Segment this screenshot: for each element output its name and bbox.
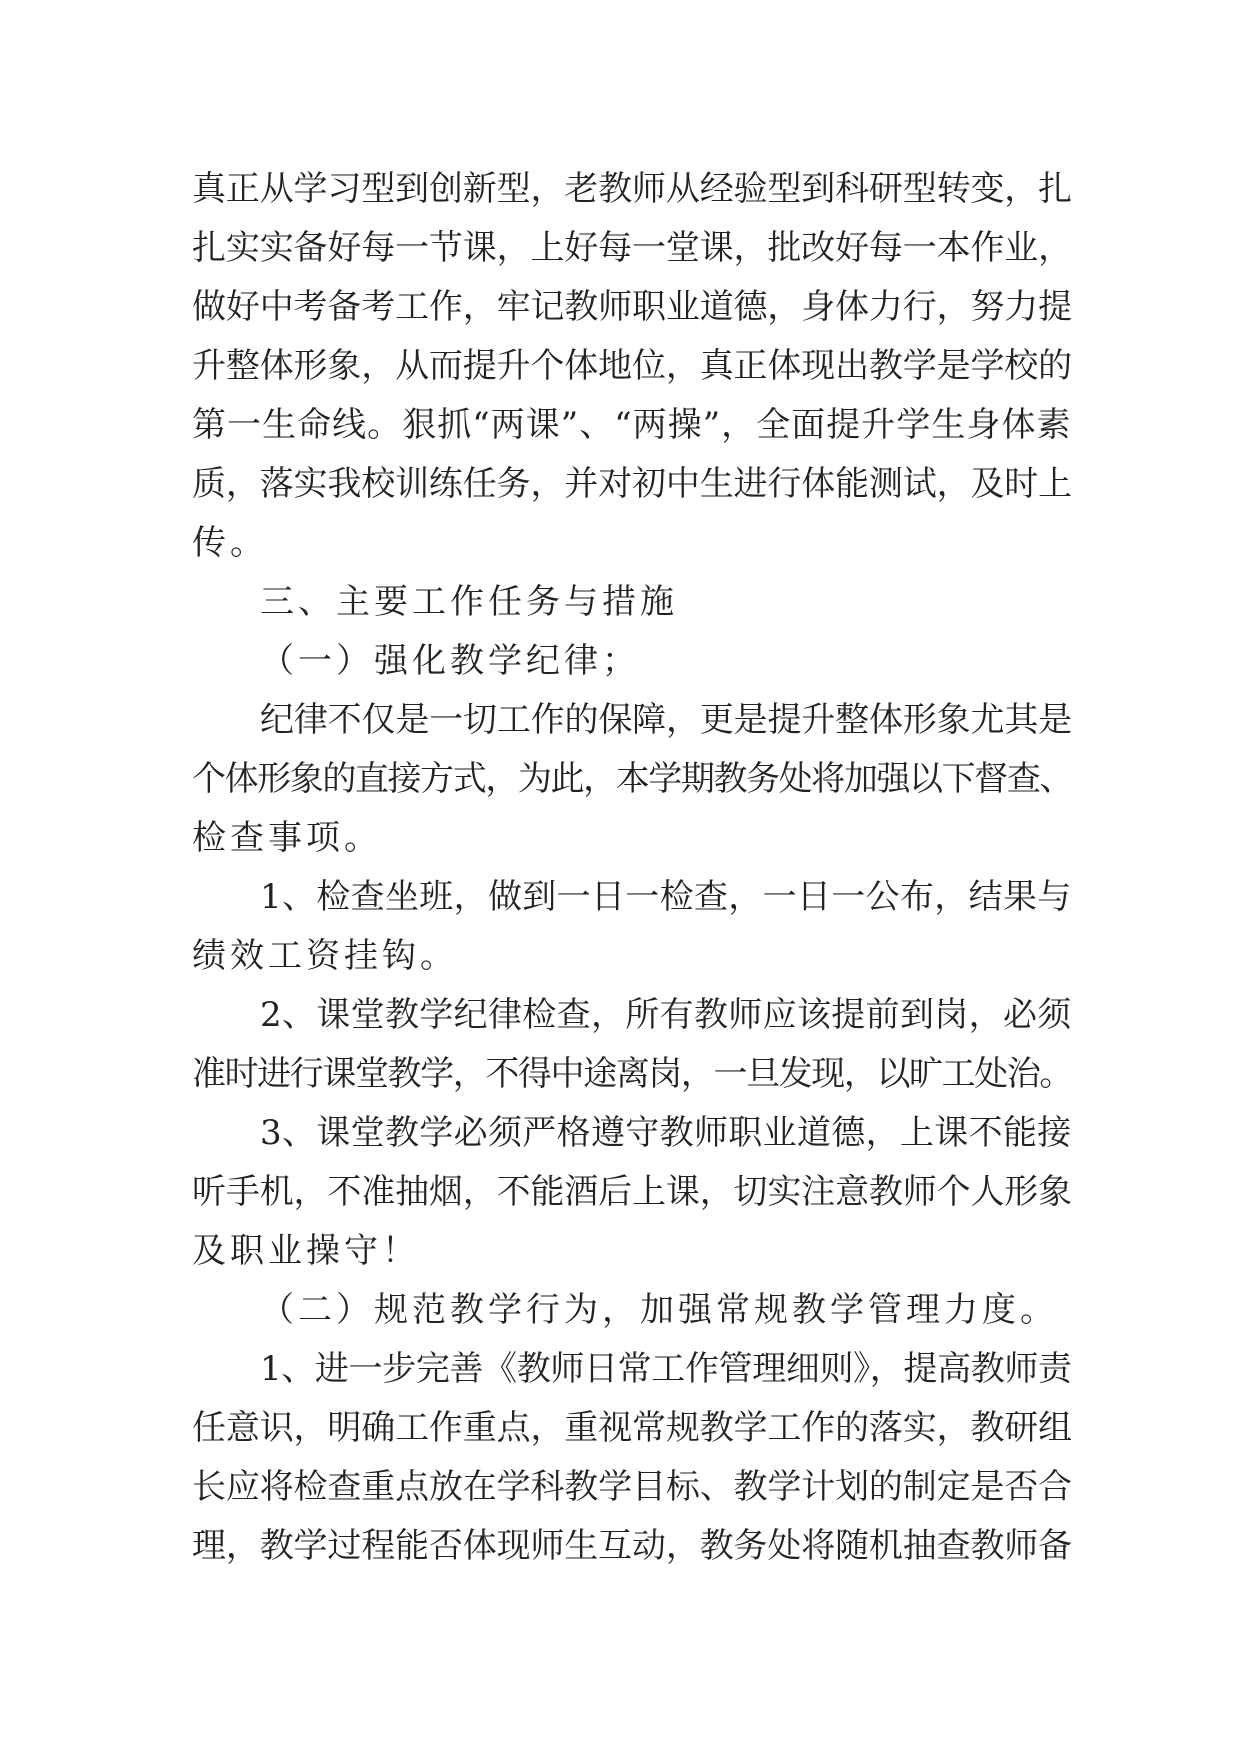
text-line: 升整体形象，从而提升个体地位，真正体现出教学是学校的 [192,346,1072,386]
text-line: 第一生命线。狠抓“两课”、“两操”，全面提升学生身体素 [192,405,1072,445]
text-line: 准时进行课堂教学，不得中途离岗，一旦发现，以旷工处治。 [192,1054,1072,1094]
text-line: 2、课堂教学纪律检查，所有教师应该提前到岗，必须 [260,995,1072,1035]
document-body [192,160,1072,1576]
text-line: 及职业操守！ [192,1231,420,1271]
text-line: （一）强化教学纪律； [260,641,640,681]
text-line: （二）规范教学行为，加强常规教学管理力度。 [260,1290,1058,1330]
text-line: 检查事项。 [192,818,382,858]
text-line: 三、主要工作任务与措施 [260,582,678,622]
text-line: 做好中考备考工作，牢记教师职业道德，身体力行，努力提 [192,287,1072,327]
text-line: 扎实实备好每一节课，上好每一堂课，批改好每一本作业， [192,228,1072,268]
text-line: 纪律不仅是一切工作的保障，更是提升整体形象尤其是 [260,700,1072,740]
text-line: 质，落实我校训练任务，并对初中生进行体能测试，及时上 [192,464,1072,504]
text-line: 个体形象的直接方式，为此，本学期教务处将加强以下督查、 [192,759,1072,799]
text-line: 传。 [192,523,268,563]
text-line: 1、进一步完善《教师日常工作管理细则》，提高教师责 [260,1349,1072,1389]
text-line: 真正从学习型到创新型，老教师从经验型到科研型转变，扎 [192,169,1072,209]
text-line: 1、检查坐班，做到一日一检查，一日一公布，结果与 [260,877,1072,917]
text-line: 3、课堂教学必须严格遵守教师职业道德，上课不能接 [260,1113,1072,1153]
text-line: 绩效工资挂钩。 [192,936,458,976]
text-line: 长应将检查重点放在学科教学目标、教学计划的制定是否合 [192,1467,1072,1507]
text-line: 听手机，不准抽烟，不能酒后上课，切实注意教师个人形象 [192,1172,1072,1212]
text-line: 任意识，明确工作重点，重视常规教学工作的落实，教研组 [192,1408,1072,1448]
text-line: 理，教学过程能否体现师生互动，教务处将随机抽查教师备 [192,1526,1072,1566]
